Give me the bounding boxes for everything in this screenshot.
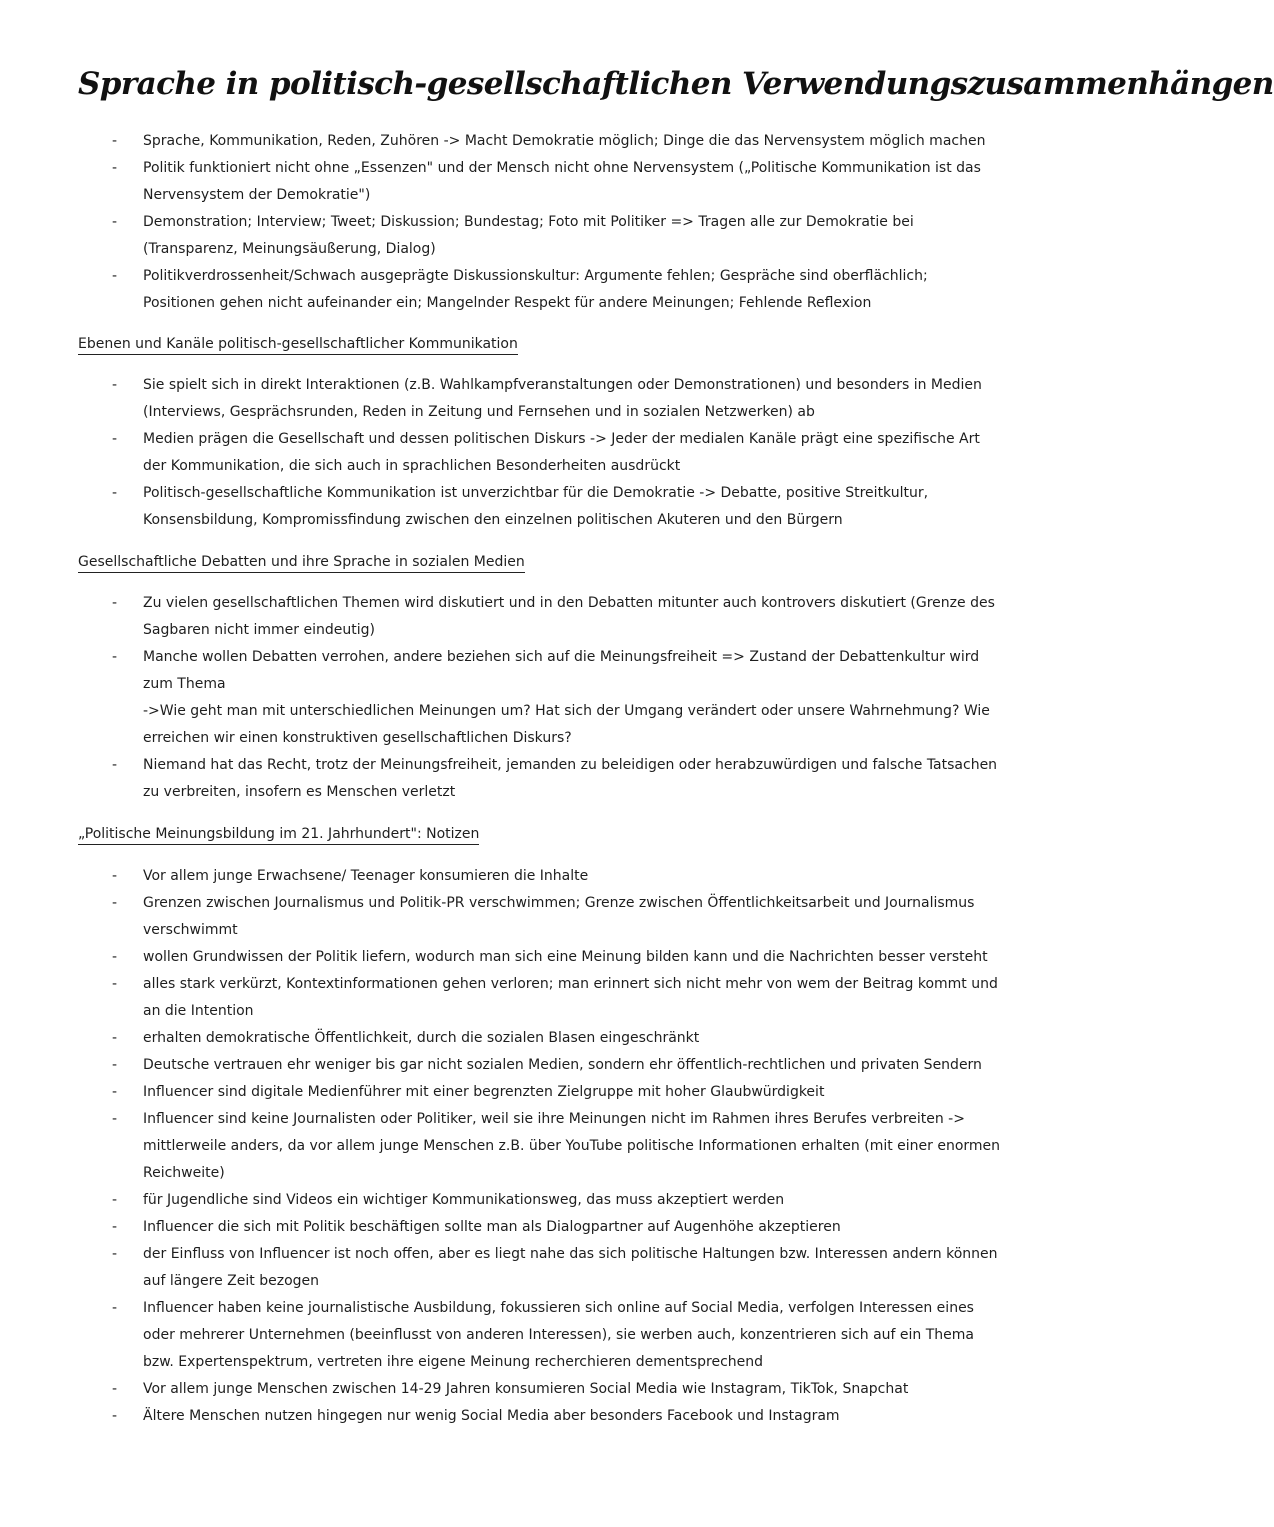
list-item: - Politisch-gesellschaftliche Kommunikation ist unverzichtbar für die Demokratie -> Debatte, positive Streitkultur, Konsensbildung, Kompromissfindung zwischen den einzelnen politischen Akuteren und den Bürgern [0, 480, 1003, 534]
bullet-dash: - [112, 1192, 118, 1208]
intro-list [0, 128, 1080, 317]
list-item: - Niemand hat das Recht, trotz der Meinungsfreiheit, jemanden zu beleidigen oder herabzuwürdigen und falsche Tatsachen zu verbreiten, insofern es Menschen verletzt [0, 752, 1003, 806]
list-item: - Politik funktioniert nicht ohne „Essenzen" und der Mensch nicht ohne Nervensystem („Politische Kommunikation ist das Nervensystem der Demokratie") [0, 155, 1003, 209]
notes-list [0, 863, 1080, 1430]
bullet-dash: - [112, 1111, 118, 1127]
list-item: - Ältere Menschen nutzen hingegen nur wenig Social Media aber besonders Facebook und Instagram [0, 1403, 1003, 1430]
list-item: - Vor allem junge Menschen zwischen 14-29 Jahren konsumieren Social Media wie Instagram, TikTok, Snapchat [0, 1376, 1003, 1403]
bullet-dash: - [112, 895, 118, 911]
bullet-dash: - [112, 868, 118, 884]
list-item: - Deutsche vertrauen ehr weniger bis gar nicht sozialen Medien, sondern ehr öffentlich-rechtlichen und privaten Sendern [0, 1052, 1003, 1079]
bullet-dash: - [112, 214, 118, 230]
bullet-dash: - [112, 1408, 118, 1424]
list-item: - Sie spielt sich in direkt Interaktionen (z.B. Wahlkampfveranstaltungen oder Demonstrationen) und besonders in Medien (Interviews, Gesprächsrunden, Reden in Zeitung und Fernsehen und in sozialen Netzwerken) ab [0, 372, 1003, 426]
bullet-dash: - [112, 649, 118, 665]
bullet-dash: - [112, 1300, 118, 1316]
bullet-dash: - [112, 133, 118, 149]
list-item-followup: ->Wie geht man mit unterschiedlichen Meinungen um? Hat sich der Umgang verändert oder unsere Wahrnehmung? Wie erreichen wir einen konstruktiven gesellschaftlichen Diskurs? [143, 703, 990, 746]
list-item: - Influencer sind keine Journalisten oder Politiker, weil sie ihre Meinungen nicht im Rahmen ihres Berufes verbreiten -> mittlerweile anders, da vor allem junge Menschen z.B. über YouTube politische Informationen erhalten (mit einer enormen Reichweite) [0, 1106, 1003, 1187]
list-item: - Manche wollen Debatten verrohen, andere beziehen sich auf die Meinungsfreiheit => Zustand der Debattenkultur wird zum Thema [0, 644, 1003, 698]
list-item: - Grenzen zwischen Journalismus und Politik-PR verschwimmen; Grenze zwischen Öffentlichkeitsarbeit und Journalismus verschwimmt [0, 890, 1003, 944]
section-heading: Ebenen und Kanäle politisch-gesellschaftlicher Kommunikation [78, 335, 518, 355]
list-item: - alles stark verkürzt, Kontextinformationen gehen verloren; man erinnert sich nicht mehr von wem der Beitrag kommt und an die Intention [0, 971, 1003, 1025]
bullet-dash: - [112, 268, 118, 284]
list-item: - Sprache, Kommunikation, Reden, Zuhören -> Macht Demokratie möglich; Dinge die das Nervensystem möglich machen [0, 128, 1003, 155]
list-item: - erhalten demokratische Öffentlichkeit, durch die sozialen Blasen eingeschränkt [0, 1025, 1003, 1052]
bullet-dash: - [112, 1246, 118, 1262]
bullet-dash: - [112, 377, 118, 393]
bullet-dash: - [112, 976, 118, 992]
bullet-dash: - [112, 431, 118, 447]
debates-list [0, 590, 1080, 806]
bullet-dash: - [112, 949, 118, 965]
list-item: - für Jugendliche sind Videos ein wichtiger Kommunikationsweg, das muss akzeptiert werden [0, 1187, 1003, 1214]
list-item: - Influencer die sich mit Politik beschäftigen sollte man als Dialogpartner auf Augenhöhe akzeptieren [0, 1214, 1003, 1241]
list-item: - Vor allem junge Erwachsene/ Teenager konsumieren die Inhalte [0, 863, 1003, 890]
list-item: - Influencer sind digitale Medienführer mit einer begrenzten Zielgruppe mit hoher Glaubwürdigkeit [0, 1079, 1003, 1106]
bullet-dash: - [112, 1219, 118, 1235]
bullet-dash: - [112, 757, 118, 773]
section-heading: Gesellschaftliche Debatten und ihre Sprache in sozialen Medien [78, 553, 525, 573]
levels-list [0, 372, 1080, 534]
list-item: - der Einfluss von Influencer ist noch offen, aber es liegt nahe das sich politische Haltungen bzw. Interessen andern können auf längere Zeit bezogen [0, 1241, 1003, 1295]
bullet-dash: - [112, 1030, 118, 1046]
list-item: - Demonstration; Interview; Tweet; Diskussion; Bundestag; Foto mit Politiker => Tragen alle zur Demokratie bei (Transparenz, Meinungsäußerung, Dialog) [0, 209, 1003, 263]
list-item: - Influencer haben keine journalistische Ausbildung, fokussieren sich online auf Social Media, verfolgen Interessen eines oder mehrerer Unternehmen (beeinflusst von anderen Interessen), sie werben auch, konzentrieren sich auf ein Thema bzw. Expertenspektrum, vertreten ihre eigene Meinung recherchieren dementsprechend [0, 1295, 1003, 1376]
bullet-dash: - [112, 1084, 118, 1100]
list-item: - Politikverdrossenheit/Schwach ausgeprägte Diskussionskultur: Argumente fehlen; Gespräche sind oberflächlich; Positionen gehen nicht aufeinander ein; Mangelnder Respekt für andere Meinungen; Fehlende Reflexion [0, 263, 1003, 317]
list-item: - Medien prägen die Gesellschaft und dessen politischen Diskurs -> Jeder der medialen Kanäle prägt eine spezifische Art der Kommunikation, die sich auch in sprachlichen Besonderheiten ausdrückt [0, 426, 1003, 480]
bullet-dash: - [112, 595, 118, 611]
bullet-dash: - [112, 1057, 118, 1073]
bullet-dash: - [112, 485, 118, 501]
page-title: Sprache in politisch-gesellschaftlichen Verwendungszusammenhängen [78, 66, 1274, 102]
bullet-dash: - [112, 1381, 118, 1397]
list-item: - wollen Grundwissen der Politik liefern, wodurch man sich eine Meinung bilden kann und die Nachrichten besser versteht [0, 944, 1003, 971]
list-item: - Zu vielen gesellschaftlichen Themen wird diskutiert und in den Debatten mitunter auch kontrovers diskutiert (Grenze des Sagbaren nicht immer eindeutig) [0, 590, 1003, 644]
section-heading: „Politische Meinungsbildung im 21. Jahrhundert": Notizen [78, 825, 479, 845]
bullet-dash: - [112, 160, 118, 176]
